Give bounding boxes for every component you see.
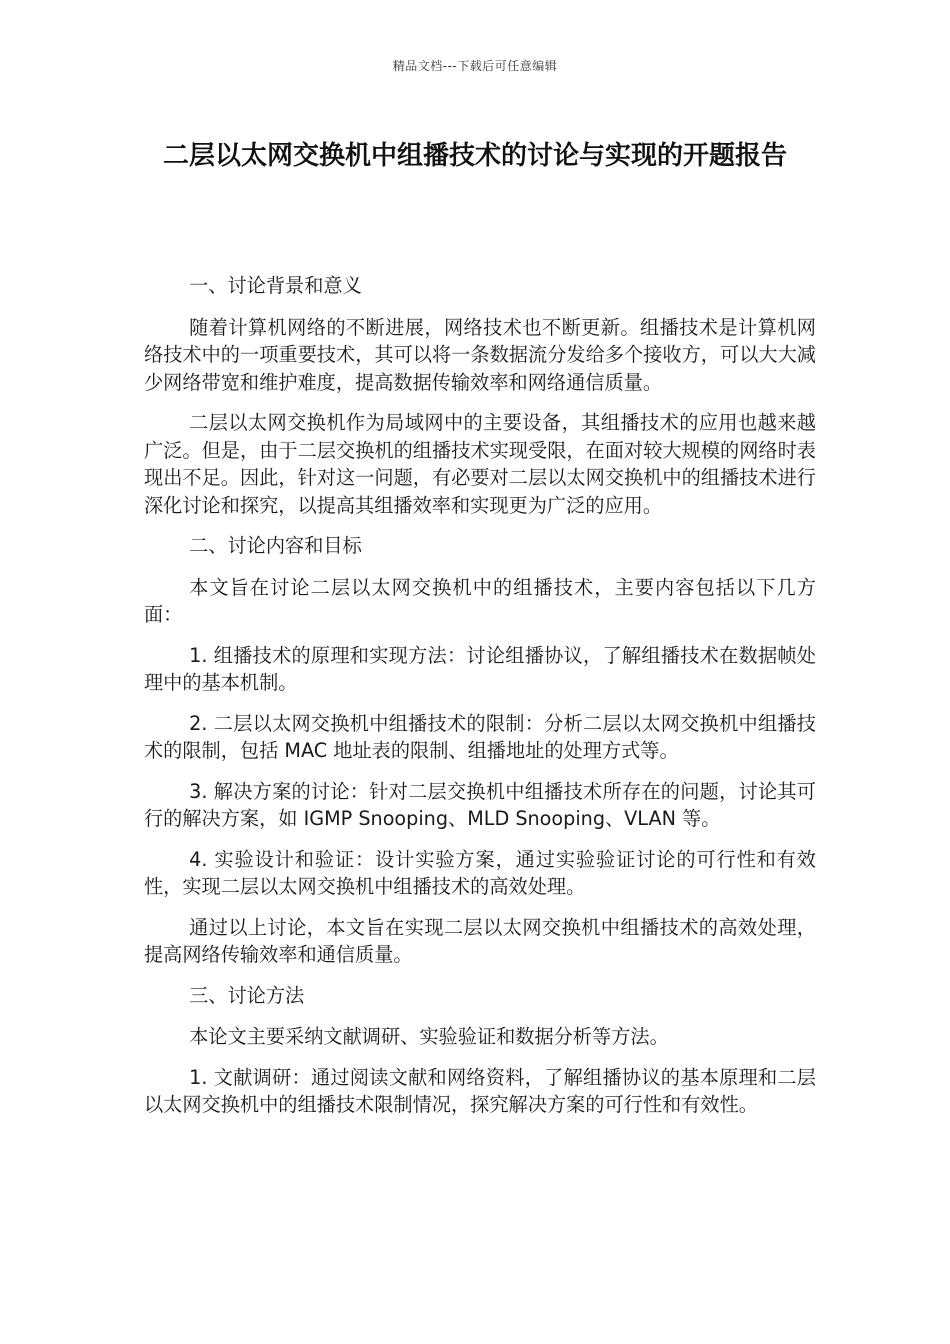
page-header-watermark: 精品文档---下载后可任意编辑 [392, 59, 558, 73]
section-heading-content-goals: 二、讨论内容和目标 [189, 534, 362, 557]
paragraph: 随着计算机网络的不断进展，网络技术也不断更新。组播技术是计算机网络技术中的一项重要技术，其可以将一条数据流分发给多个接收方，可以大大减少网络带宽和维护难度，提高数据传输效率和网络通信质量。 [144, 315, 816, 394]
document-body [144, 272, 816, 1132]
section-heading-methods: 三、讨论方法 [189, 983, 305, 1007]
list-item: 1. 文献调研：通过阅读文献和网络资料，了解组播协议的基本原理和二层以太网交换机中的组播技术限制情况，探究解决方案的可行性和有效性。 [144, 1065, 816, 1116]
list-item: 2. 二层以太网交换机中组播技术的限制：分析二层以太网交换机中组播技术的限制，包括 MAC 地址表的限制、组播地址的处理方式等。 [144, 711, 816, 762]
document-title: 二层以太网交换机中组播技术的讨论与实现的开题报告 [162, 141, 787, 171]
paragraph: 本文旨在讨论二层以太网交换机中的组播技术，主要内容包括以下几方面： [144, 575, 816, 626]
section-heading-background: 一、讨论背景和意义 [189, 274, 362, 297]
paragraph: 本论文主要采纳文献调研、实验验证和数据分析等方法。 [189, 1025, 669, 1048]
paragraph: 二层以太网交换机作为局域网中的主要设备，其组播技术的应用也越来越广泛。但是，由于二层交换机的组播技术实现受限，在面对较大规模的网络时表现出不足。因此，针对这一问题，有必要对二层以太网交换机中的组播技术进行深化讨论和探究，以提高其组播效率和实现更为广泛的应用。 [144, 411, 816, 517]
list-item: 4. 实验设计和验证：设计实验方案，通过实验验证讨论的可行性和有效性，实现二层以太网交换机中组播技术的高效处理。 [144, 847, 816, 898]
list-item: 1. 组播技术的原理和实现方法：讨论组播协议，了解组播技术在数据帧处理中的基本机制。 [144, 643, 816, 694]
list-item: 3. 解决方案的讨论：针对二层交换机中组播技术所存在的问题，讨论其可行的解决方案，如 IGMP Snooping、MLD Snooping、VLAN 等。 [144, 779, 816, 830]
paragraph: 通过以上讨论，本文旨在实现二层以太网交换机中组播技术的高效处理，提高网络传输效率和通信质量。 [144, 915, 816, 966]
